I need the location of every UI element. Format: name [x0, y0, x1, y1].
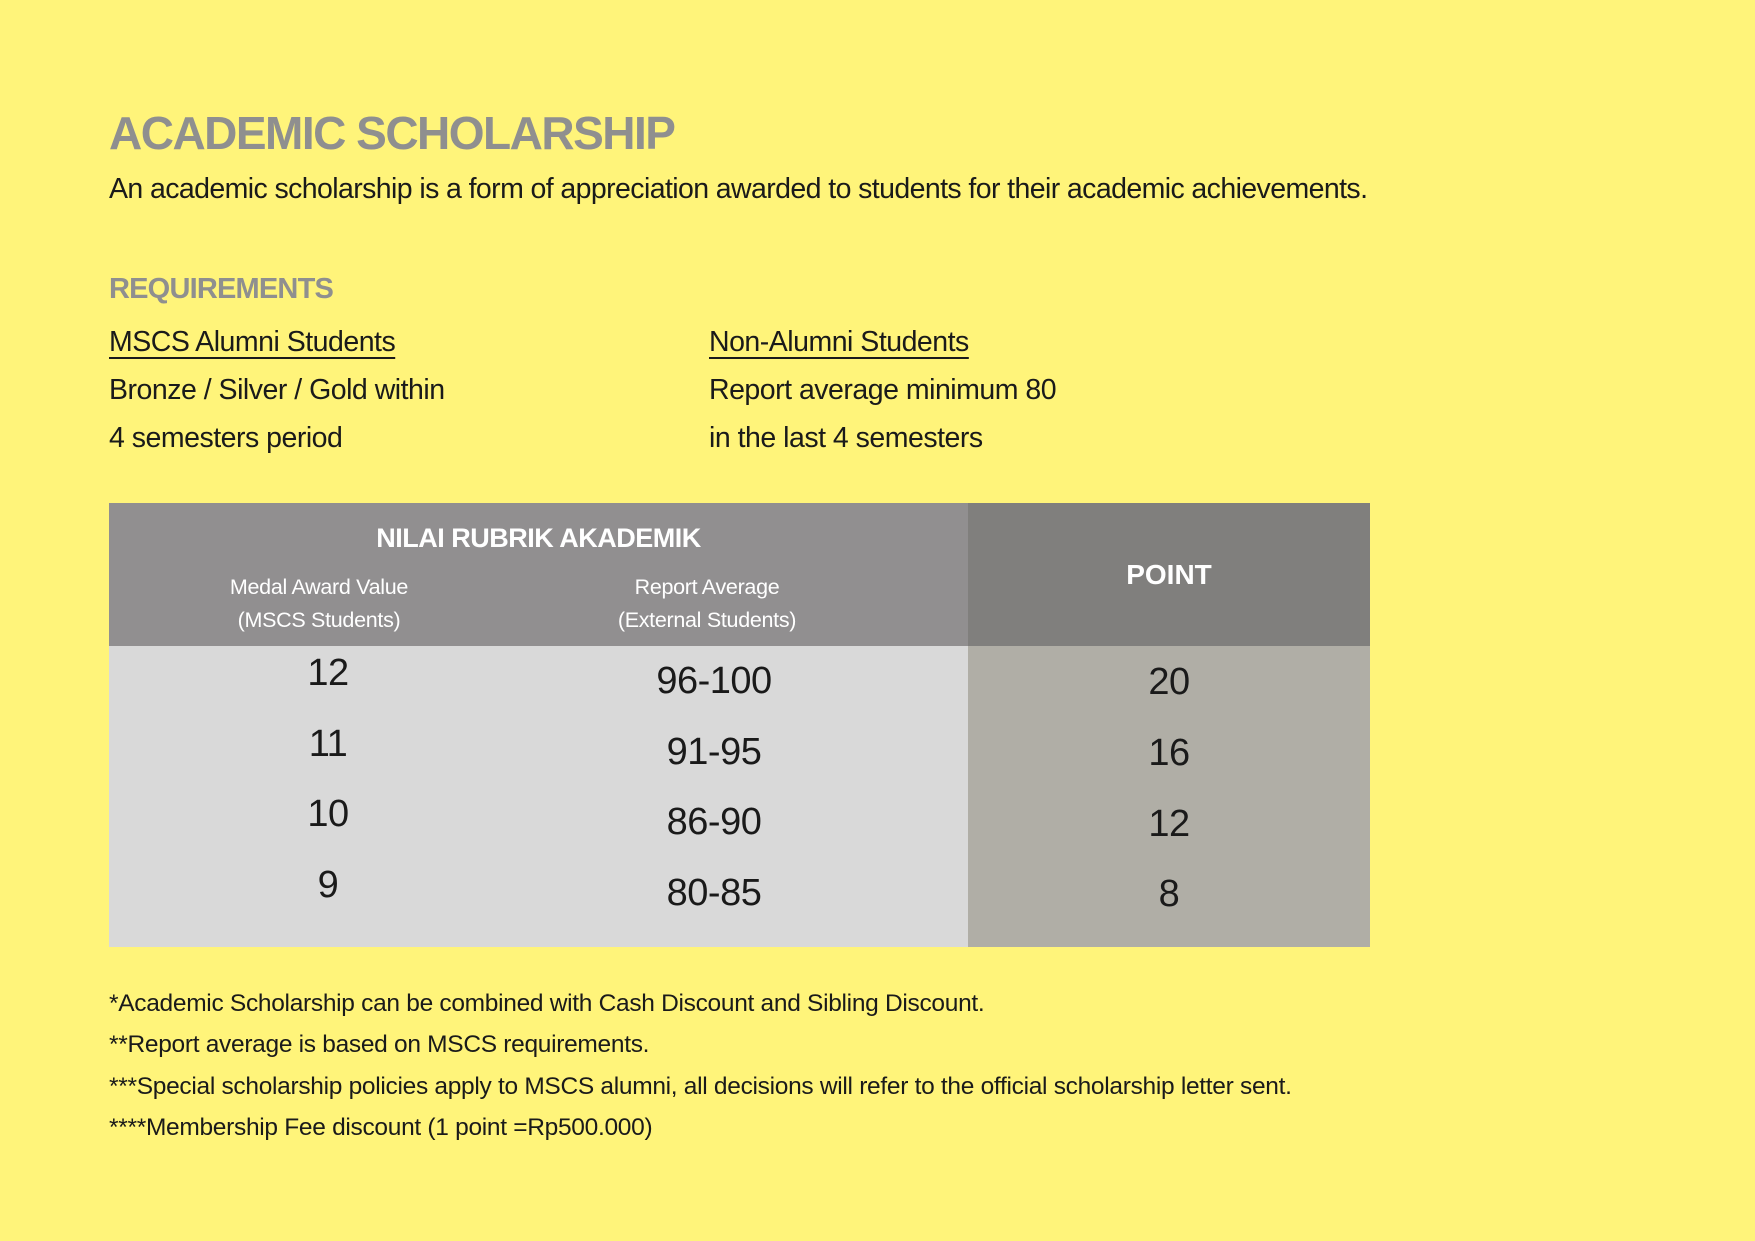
cell-point: 8 [1158, 873, 1180, 915]
footnote-2: **Report average is based on MSCS requirements. [109, 1031, 650, 1058]
column-header-medal-line1: Medal Award Value [229, 575, 409, 599]
alumni-line-2: 4 semesters period [109, 422, 343, 454]
cell-medal: 11 [308, 723, 348, 765]
footnote-1: *Academic Scholarship can be combined with Cash Discount and Sibling Discount. [109, 990, 985, 1017]
cell-medal: 12 [307, 652, 349, 694]
column-header-report-line2: (External Students) [617, 608, 797, 632]
cell-report: 96-100 [656, 660, 772, 702]
cell-report: 91-95 [666, 731, 762, 773]
page-title: ACADEMIC SCHOLARSHIP [109, 107, 675, 159]
cell-report: 80-85 [666, 872, 762, 914]
table-body-left [109, 646, 968, 947]
footnote-4: ****Membership Fee discount (1 point =Rp500.000) [109, 1114, 653, 1141]
column-header-report [527, 571, 887, 637]
alumni-requirements [109, 318, 445, 462]
alumni-line-1: Bronze / Silver / Gold within [109, 374, 445, 406]
cell-medal: 10 [307, 793, 349, 835]
column-header-medal [139, 571, 499, 637]
non-alumni-line-1: Report average minimum 80 [709, 374, 1057, 406]
column-header-report-line1: Report Average [634, 575, 780, 599]
table-header-group [109, 503, 968, 646]
non-alumni-heading: Non-Alumni Students [709, 326, 969, 358]
column-header-point: POINT [968, 503, 1370, 646]
table-body-right [968, 646, 1370, 947]
cell-report: 86-90 [666, 801, 762, 843]
table-group-title: NILAI RUBRIK AKADEMIK [376, 523, 701, 553]
page-description: An academic scholarship is a form of appreciation awarded to students for their academic achievements. [109, 173, 1368, 205]
cell-medal: 9 [317, 864, 339, 906]
cell-point: 12 [1148, 803, 1190, 845]
alumni-heading: MSCS Alumni Students [109, 326, 396, 358]
non-alumni-line-2: in the last 4 semesters [709, 422, 983, 454]
cell-point: 20 [1148, 661, 1190, 703]
non-alumni-requirements [709, 318, 1056, 462]
requirements-heading: REQUIREMENTS [109, 273, 334, 305]
column-header-medal-line2: (MSCS Students) [237, 608, 401, 632]
rubric-table [109, 503, 1370, 947]
cell-point: 16 [1148, 732, 1190, 774]
footnote-3: ***Special scholarship policies apply to MSCS alumni, all decisions will refer to the official scholarship letter sent. [109, 1073, 1292, 1100]
